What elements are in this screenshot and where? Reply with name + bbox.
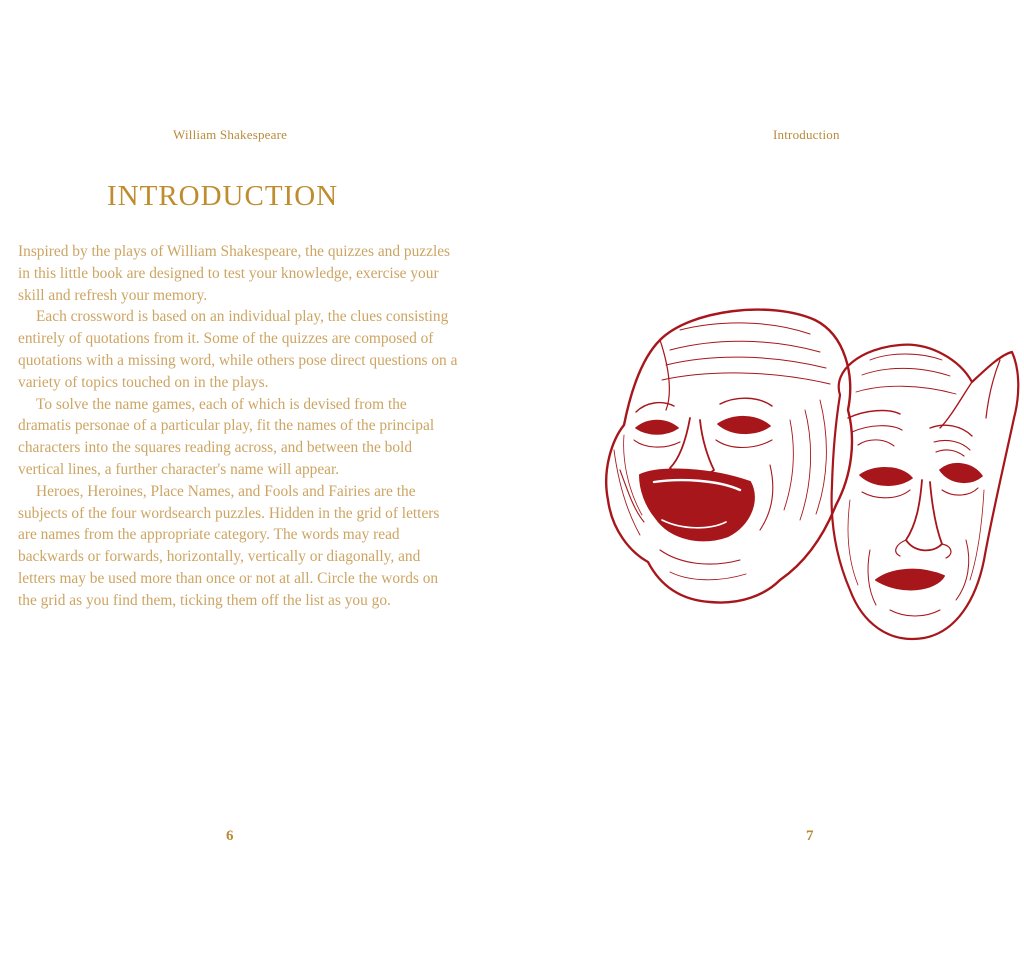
intro-body: [18, 241, 458, 612]
right-page: [512, 0, 1024, 973]
intro-paragraph: Heroes, Heroines, Place Names, and Fools and Fairies are the subjects of the four wordsearch puzzles. Hidden in the grid of letters are names from the appropriate category. The words may read backwards or forwards, horizontally, vertically or diagonally, and letters may be used more than once or not at all. Circle the words on the grid as you find them, ticking them off the list as you go.: [18, 482, 440, 609]
intro-paragraph: To solve the name games, each of which is devised from the dramatis personae of a particular play, fit the names of the principal characters into the squares reading across, and between the bold vertical lines, a further character's name will appear.: [18, 395, 435, 478]
page-number-right: 7: [806, 828, 814, 844]
running-head-right: Introduction: [773, 127, 840, 142]
intro-paragraph: Inspired by the plays of William Shakespeare, the quizzes and puzzles in this little book are designed to test your knowledge, exercise your skill and refresh your memory.: [18, 243, 451, 304]
comedy-tragedy-masks-icon: [600, 300, 1024, 645]
comedy-mask: [606, 310, 852, 603]
running-head-left: William Shakespeare: [173, 127, 288, 142]
intro-paragraph: Each crossword is based on an individual play, the clues consisting entirely of quotations from it. Some of the quizzes are composed of quotations with a missing word, while others pose direct questions on a variety of topics touched on in the plays.: [18, 308, 458, 391]
page-number-left: 6: [226, 828, 234, 844]
tragedy-mask: [832, 345, 1019, 639]
page-title: INTRODUCTION: [107, 180, 339, 212]
